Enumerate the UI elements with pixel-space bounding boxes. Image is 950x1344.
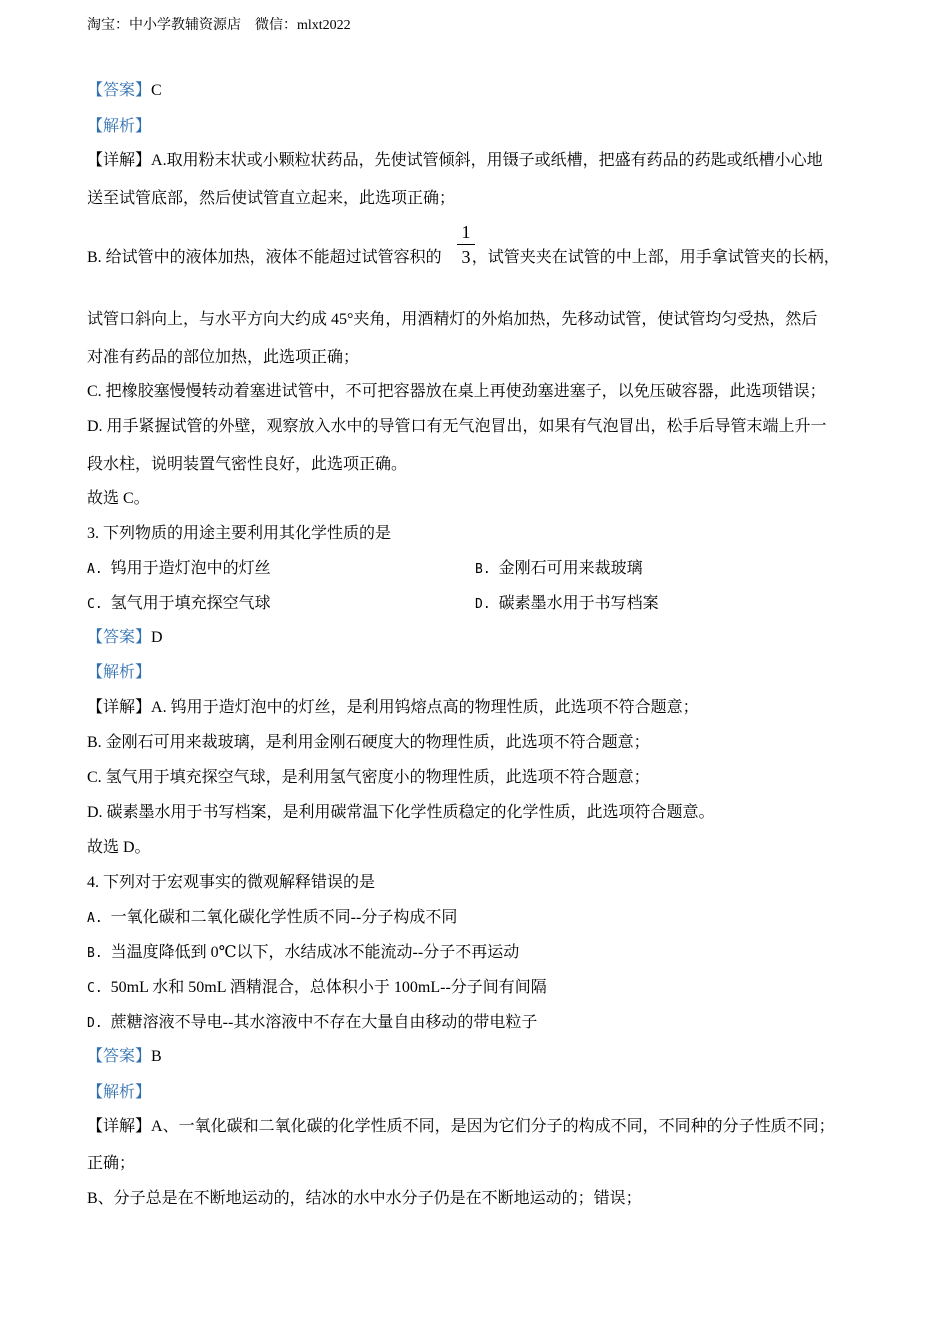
detail-d-line: D. 碳素墨水用于书写档案，是利用碳常温下化学性质稳定的化学性质，此选项符合题意。: [87, 804, 715, 821]
detail-d-line2: 段水柱，说明装置气密性良好，此选项正确。: [87, 456, 408, 473]
answer-tag: 【答案】: [87, 1048, 152, 1065]
detail-c-line: C. 氢气用于填充探空气球，是利用氢气密度小的物理性质，此选项不符合题意；: [87, 769, 650, 786]
fraction-bar: [457, 244, 475, 245]
answer-tag: 【答案】: [87, 629, 152, 646]
detail-a-line1: [87, 151, 823, 171]
answer-value: D: [151, 629, 163, 646]
option-letter: D.: [475, 597, 491, 612]
detail-text: A.取用粉末状或小颗粒状药品，先使试管倾斜，用镊子或纸槽，把盛有药品的药匙或纸槽小心地: [151, 152, 823, 169]
analysis-tag: 【解析】: [87, 1084, 152, 1101]
detail-b-line2: 试管口斜向上，与水平方向大约成 45°夹角，用酒精灯的外焰加热，先移动试管，使试管均匀受热，然后: [87, 311, 818, 328]
option-text: 50mL 水和 50mL 酒精混合，总体积小于 100mL--分子间有间隔: [110, 979, 547, 996]
detail-b-line: B. 金刚石可用来裁玻璃，是利用金刚石硬度大的物理性质，此选项不符合题意；: [87, 734, 650, 751]
detail-tag: 【详解】: [87, 1118, 152, 1135]
detail-c-line: C. 把橡胶塞慢慢转动着塞进试管中，不可把容器放在桌上再使劲塞进塞子，以免压破容器，此选项错误；: [87, 383, 826, 400]
option-text: 一氧化碳和二氧化碳化学性质不同--分子构成不同: [110, 909, 458, 926]
conclusion: 故选 C。: [87, 490, 150, 507]
option-c: [87, 978, 547, 999]
option-letter: A.: [87, 562, 103, 577]
answer-tag: 【答案】: [87, 82, 152, 99]
option-text: 金刚石可用来裁玻璃: [498, 560, 643, 577]
detail-d-line1: D. 用手紧握试管的外壁，观察放入水中的导管口有无气泡冒出，如果有气泡冒出，松手后导管末端上升一: [87, 418, 827, 435]
option-b: [87, 943, 519, 964]
option-letter: D.: [87, 1016, 103, 1031]
answer-line: [87, 1047, 162, 1067]
option-a: [87, 559, 271, 580]
detail-b-line3: 对准有药品的部位加热，此选项正确；: [87, 349, 360, 366]
detail-a-line2: 正确；: [87, 1155, 136, 1172]
detail-text: A. 钨用于造灯泡中的灯丝，是利用钨熔点高的物理性质，此选项不符合题意；: [151, 699, 699, 716]
detail-b-text1: B. 给试管中的液体加热，液体不能超过试管容积的: [87, 249, 442, 266]
question-stem: 4. 下列对于宏观事实的微观解释错误的是: [87, 874, 376, 891]
option-letter: C.: [87, 981, 103, 996]
detail-b-line: B、分子总是在不断地运动的，结冰的水中水分子仍是在不断地运动的；错误；: [87, 1190, 642, 1207]
option-a: [87, 908, 457, 929]
option-text: 钨用于造灯泡中的灯丝: [110, 560, 271, 577]
detail-b-text2: ，试管夹夹在试管的中上部，用手拿试管夹的长柄，: [471, 249, 840, 266]
answer-line: [87, 81, 162, 101]
option-c: [87, 594, 271, 615]
answer-line: [87, 628, 163, 648]
option-b: [475, 559, 643, 580]
option-letter: A.: [87, 911, 103, 926]
option-text: 碳素墨水用于书写档案: [498, 595, 659, 612]
shop-label: 淘宝：中小学教辅资源店: [87, 18, 241, 33]
answer-value: C: [151, 82, 162, 99]
page-header: [87, 14, 351, 34]
option-d: [475, 594, 659, 615]
detail-a-line1: [87, 1117, 835, 1137]
option-d: [87, 1013, 537, 1034]
detail-a-line2: 送至试管底部，然后使试管直立起来，此选项正确；: [87, 190, 456, 207]
fraction-denominator: 3: [461, 247, 471, 267]
fraction-one-third: [457, 222, 475, 267]
answer-value: B: [151, 1048, 162, 1065]
analysis-tag: 【解析】: [87, 664, 152, 681]
option-text: 当温度降低到 0℃以下，水结成冰不能流动--分子不再运动: [110, 944, 520, 961]
option-letter: B.: [475, 562, 491, 577]
detail-text: A、一氧化碳和二氧化碳的化学性质不同，是因为它们分子的构成不同，不同种的分子性质不同；: [151, 1118, 835, 1135]
analysis-tag: 【解析】: [87, 118, 152, 135]
option-letter: B.: [87, 946, 103, 961]
wechat-label: 微信：mlxt2022: [255, 18, 351, 33]
option-text: 蔗糖溶液不导电--其水溶液中不存在大量自由移动的带电粒子: [110, 1014, 538, 1031]
question-stem: 3. 下列物质的用途主要利用其化学性质的是: [87, 525, 392, 542]
detail-tag: 【详解】: [87, 152, 152, 169]
option-text: 氢气用于填充探空气球: [110, 595, 271, 612]
conclusion: 故选 D。: [87, 839, 151, 856]
detail-tag: 【详解】: [87, 699, 152, 716]
fraction-numerator: 1: [461, 222, 471, 242]
option-letter: C.: [87, 597, 103, 612]
detail-a-line: [87, 698, 699, 718]
